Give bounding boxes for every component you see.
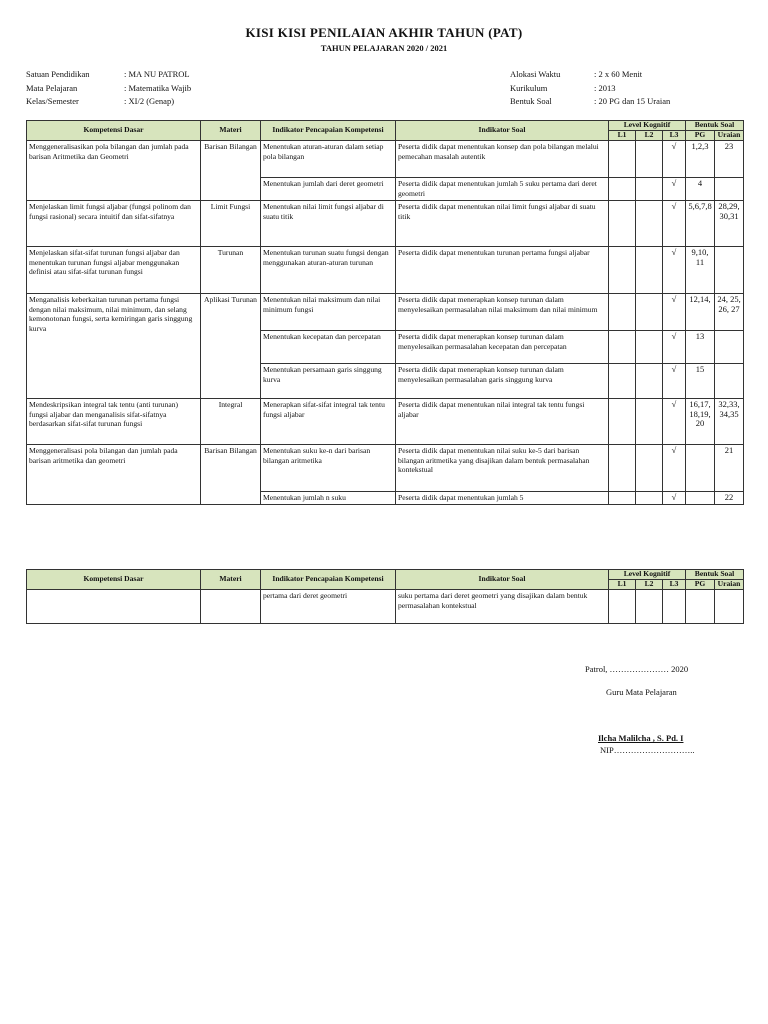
- header-indikator-soal: Indikator Soal: [396, 570, 609, 590]
- cell-indikator-soal: Peserta didik dapat menerapkan konsep turunan dalam menyelesaikan permasalahan nilai maksimum dan nilai minimum: [396, 294, 609, 331]
- signature-place-date: Patrol, ………………… 2020: [585, 664, 689, 674]
- cell-kompetensi-dasar: Menjelaskan limit fungsi aljabar (fungsi polinom dan fungsi rasional) secara intuitif dan sifat-sifatnya: [27, 201, 201, 247]
- meta-value: : 2 x 60 Menit: [594, 69, 643, 79]
- meta-value: : Matematika Wajib: [124, 82, 192, 93]
- cell-l1: [609, 399, 636, 445]
- header-bentuk-soal: Bentuk Soal: [686, 121, 744, 131]
- cell-uraian: 21: [715, 445, 744, 492]
- cell-l3-check: √: [663, 294, 686, 331]
- cell-kompetensi-dasar: Mendeskripsikan integral tak tentu (anti turunan) fungsi aljabar dan menganalisis sifat-sifatnya berdasarkan sifat-sifat turunan fungsi: [27, 399, 201, 445]
- cell-indikator-soal: Peserta didik dapat menentukan turunan pertama fungsi aljabar: [396, 247, 609, 294]
- cell-pg: 16,17, 18,19, 20: [686, 399, 715, 445]
- cell-ipk: Menentukan persamaan garis singgung kurva: [261, 364, 396, 399]
- header-indikator-soal: Indikator Soal: [396, 121, 609, 141]
- cell-kompetensi-dasar: Menganalisis keberkaitan turunan pertama fungsi dengan nilai maksimum, nilai minimum, dan selang kemonotonan fungsi, serta kemiringan garis singgung kurva: [27, 294, 201, 399]
- cell-ipk: pertama dari deret geometri: [261, 590, 396, 624]
- header-level-kognitif: Level Kognitif: [609, 570, 686, 580]
- kisi-kisi-table: [26, 120, 744, 505]
- cell-pg: 4: [686, 178, 715, 201]
- cell-l1: [609, 445, 636, 492]
- cell-l1: [609, 141, 636, 178]
- cell-uraian: 28,29, 30,31: [715, 201, 744, 247]
- cell-pg: 1,2,3: [686, 141, 715, 178]
- cell-materi: Barisan Bilangan: [201, 141, 261, 201]
- cell-uraian: 32,33, 34,35: [715, 399, 744, 445]
- header-l1: L1: [609, 580, 636, 590]
- meta-value: : MA NU PATROL: [124, 69, 190, 79]
- cell-ipk: Menentukan jumlah n suku: [261, 492, 396, 505]
- signature-nip: NIP………………………..: [600, 745, 695, 755]
- identity-left: [26, 68, 191, 109]
- cell-l2: [636, 364, 663, 399]
- cell-pg: [686, 590, 715, 624]
- header-l2: L2: [636, 580, 663, 590]
- cell-ipk: Menentukan aturan-aturan dalam setiap pola bilangan: [261, 141, 396, 178]
- meta-label: Mata Pelajaran: [26, 82, 78, 93]
- cell-indikator-soal: Peserta didik dapat menentukan konsep dan pola bilangan melalui pemecahan masalah autentik: [396, 141, 609, 178]
- meta-row-mapel: [26, 82, 191, 96]
- cell-indikator-soal: Peserta didik dapat menerapkan konsep turunan dalam menyelesaikan permasalahan kecepatan dan percepatan: [396, 331, 609, 364]
- header-l1: L1: [609, 131, 636, 141]
- cell-l1: [609, 492, 636, 505]
- table-row: [27, 590, 744, 624]
- cell-uraian: 23: [715, 141, 744, 178]
- header-ipk: Indikator Pencapaian Kompetensi: [261, 121, 396, 141]
- cell-l3-check: √: [663, 445, 686, 492]
- cell-l1: [609, 590, 636, 624]
- cell-ipk: Menentukan turunan suatu fungsi dengan menggunakan aturan-aturan turunan: [261, 247, 396, 294]
- identity-right: [510, 68, 670, 109]
- meta-label: Satuan Pendidikan: [26, 69, 90, 79]
- cell-l2: [636, 201, 663, 247]
- cell-materi: Integral: [201, 399, 261, 445]
- cell-materi: [201, 590, 261, 624]
- cell-l3-check: √: [663, 178, 686, 201]
- cell-uraian: 22: [715, 492, 744, 505]
- cell-materi: Limit Fungsi: [201, 201, 261, 247]
- meta-label: Kelas/Semester: [26, 96, 79, 106]
- cell-uraian: [715, 590, 744, 624]
- meta-row-alokasi: [510, 68, 670, 82]
- document-title: KISI KISI PENILAIAN AKHIR TAHUN (PAT): [245, 25, 523, 40]
- meta-row-kelas: [26, 95, 191, 109]
- meta-row-bentuk: [510, 95, 670, 109]
- cell-pg: 9,10, 11: [686, 247, 715, 294]
- header-kompetensi-dasar: Kompetensi Dasar: [27, 570, 201, 590]
- cell-indikator-soal: Peserta didik dapat menentukan nilai integral tak tentu fungsi aljabar: [396, 399, 609, 445]
- signature-name: Ilcha Malilcha , S. Pd. I: [598, 733, 684, 743]
- meta-value: : XI/2 (Genap): [124, 96, 175, 106]
- cell-materi: Aplikasi Turunan: [201, 294, 261, 399]
- cell-uraian: [715, 331, 744, 364]
- table-body: [27, 141, 744, 505]
- header-level-kognitif: Level Kognitif: [609, 121, 686, 131]
- cell-l2: [636, 399, 663, 445]
- meta-row-kurikulum: [510, 82, 670, 96]
- cell-l2: [636, 141, 663, 178]
- cell-ipk: Menerapkan sifat-sifat integral tak tentu fungsi aljabar: [261, 399, 396, 445]
- cell-ipk: Menentukan nilai limit fungsi aljabar di suatu titik: [261, 201, 396, 247]
- header-materi: Materi: [201, 570, 261, 590]
- header-l3: L3: [663, 580, 686, 590]
- table-row: [27, 141, 744, 178]
- cell-indikator-soal: Peserta didik dapat menentukan jumlah 5: [396, 492, 609, 505]
- kisi-kisi-table-continued: [26, 569, 744, 624]
- cell-l1: [609, 294, 636, 331]
- cell-materi: Barisan Bilangan: [201, 445, 261, 505]
- cell-pg: 5,6,7,8: [686, 201, 715, 247]
- header-materi: Materi: [201, 121, 261, 141]
- cell-l1: [609, 201, 636, 247]
- cell-pg: [686, 492, 715, 505]
- header-uraian: Uraian: [715, 580, 744, 590]
- table-row: [27, 445, 744, 492]
- cell-indikator-soal: Peserta didik dapat menerapkan konsep turunan dalam menyelesaikan permasalahan garis singgung kurva: [396, 364, 609, 399]
- cell-pg: 15: [686, 364, 715, 399]
- header-uraian: Uraian: [715, 131, 744, 141]
- header-kompetensi-dasar: Kompetensi Dasar: [27, 121, 201, 141]
- header-bentuk-soal: Bentuk Soal: [686, 570, 744, 580]
- cell-ipk: Menentukan kecepatan dan percepatan: [261, 331, 396, 364]
- cell-l3-check: √: [663, 364, 686, 399]
- table-row: [27, 201, 744, 247]
- cell-l3-check: √: [663, 492, 686, 505]
- cell-pg: [686, 445, 715, 492]
- cell-pg: 12,14,: [686, 294, 715, 331]
- cell-ipk: Menentukan nilai maksimum dan nilai minimum fungsi: [261, 294, 396, 331]
- cell-kompetensi-dasar: Menggeneralisasi pola bilangan dan jumlah pada barisan aritmetika dan geometri: [27, 445, 201, 505]
- cell-pg: 13: [686, 331, 715, 364]
- cell-uraian: 24, 25, 26, 27: [715, 294, 744, 331]
- cell-l1: [609, 247, 636, 294]
- cell-l1: [609, 364, 636, 399]
- meta-value: : 2013: [594, 82, 616, 93]
- cell-l3-check: √: [663, 331, 686, 364]
- header-l2: L2: [636, 131, 663, 141]
- cell-ipk: Menentukan jumlah dari deret geometri: [261, 178, 396, 201]
- cell-l3-check: √: [663, 399, 686, 445]
- table-row: [27, 294, 744, 331]
- meta-label: Kurikulum: [510, 82, 548, 93]
- table-row: [27, 399, 744, 445]
- cell-materi: Turunan: [201, 247, 261, 294]
- header-ipk: Indikator Pencapaian Kompetensi: [261, 570, 396, 590]
- cell-uraian: [715, 247, 744, 294]
- cell-kompetensi-dasar: Menjelaskan sifat-sifat turunan fungsi aljabar dan menentukan turunan fungsi aljabar menggunakan definisi atau sifat-sifat turunan fungsi: [27, 247, 201, 294]
- cell-indikator-soal: Peserta didik dapat menentukan jumlah 5 suku pertama dari deret geometri: [396, 178, 609, 201]
- cell-l3: [663, 590, 686, 624]
- cell-uraian: [715, 364, 744, 399]
- cell-l3-check: √: [663, 201, 686, 247]
- meta-value: : 20 PG dan 15 Uraian: [594, 96, 671, 106]
- cell-l1: [609, 178, 636, 201]
- header-l3: L3: [663, 131, 686, 141]
- cell-indikator-soal: Peserta didik dapat menentukan nilai limit fungsi aljabar di suatu titik: [396, 201, 609, 247]
- cell-l3-check: √: [663, 141, 686, 178]
- signature-role: Guru Mata Pelajaran: [606, 687, 677, 697]
- header-pg: PG: [686, 131, 715, 141]
- cell-l2: [636, 294, 663, 331]
- cell-l2: [636, 178, 663, 201]
- cell-indikator-soal: suku pertama dari deret geometri yang disajikan dalam bentuk permasalahan kontekstual: [396, 590, 609, 624]
- header-pg: PG: [686, 580, 715, 590]
- cell-l3-check: √: [663, 247, 686, 294]
- cell-indikator-soal: Peserta didik dapat menentukan nilai suku ke-5 dari barisan bilangan aritmetika yang disajikan dalam bentuk permasalahan kontekstual: [396, 445, 609, 492]
- document-subtitle: TAHUN PELAJARAN 2020 / 2021: [320, 43, 448, 53]
- cell-l2: [636, 445, 663, 492]
- cell-l2: [636, 492, 663, 505]
- meta-label: Alokasi Waktu: [510, 69, 561, 79]
- meta-row-satuan: [26, 68, 191, 82]
- cell-l2: [636, 247, 663, 294]
- cell-l2: [636, 590, 663, 624]
- meta-label: Bentuk Soal: [510, 96, 552, 106]
- cell-l1: [609, 331, 636, 364]
- cell-l2: [636, 331, 663, 364]
- cell-uraian: [715, 178, 744, 201]
- cell-ipk: Menentukan suku ke-n dari barisan bilangan aritmetika: [261, 445, 396, 492]
- cell-kompetensi-dasar: [27, 590, 201, 624]
- table-row: [27, 247, 744, 294]
- cell-kompetensi-dasar: Menggeneralisasikan pola bilangan dan jumlah pada barisan Aritmetika dan Geometri: [27, 141, 201, 201]
